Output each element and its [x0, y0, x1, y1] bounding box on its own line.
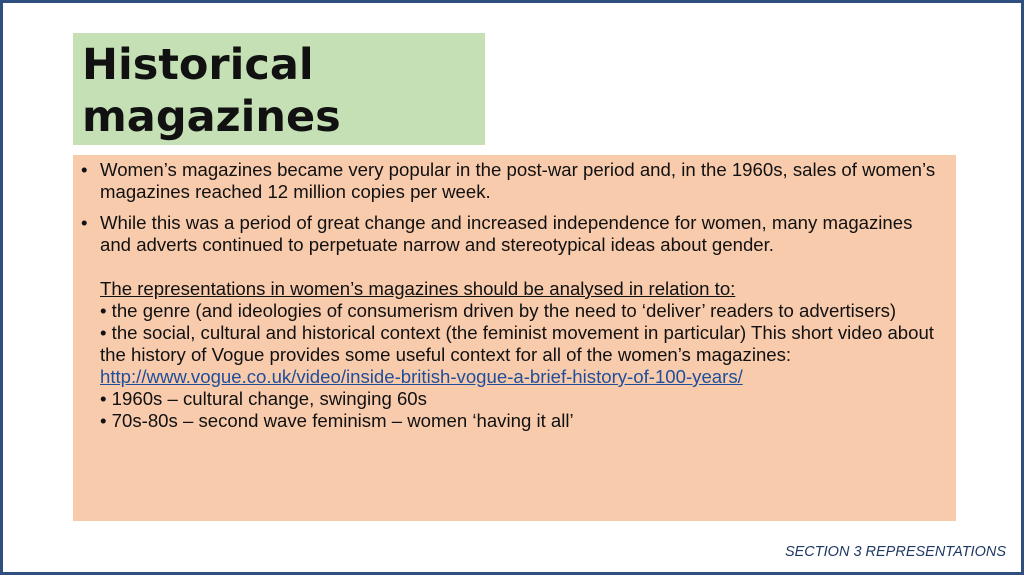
point-1960s: • 1960s – cultural change, swinging 60s	[100, 388, 427, 409]
slide-title: Historical magazines	[82, 40, 341, 142]
point-context: • the social, cultural and historical context (the feminist movement in particular) This short video about the history of Vogue provides some useful context for all of the women’s magazines:	[100, 322, 934, 365]
section-footer: SECTION 3 REPRESENTATIONS	[784, 544, 1006, 560]
point-genre: • the genre (and ideologies of consumerism driven by the need to ‘deliver’ readers to advertisers)	[100, 300, 897, 321]
bullet-item	[81, 159, 936, 203]
bullet-dot: •	[81, 212, 88, 233]
vogue-video-link[interactable]: http://www.vogue.co.uk/video/inside-british-vogue-a-brief-history-of-100-years/	[100, 366, 743, 387]
content-box	[73, 155, 956, 521]
bullet-item	[81, 212, 936, 432]
bullet-text-popularity: Women’s magazines became very popular in the post-war period and, in the 1960s, sales of women’s magazines reached 12 million copies per week.	[100, 159, 936, 202]
title-box	[73, 33, 485, 145]
bullet-dot: •	[81, 159, 88, 180]
bullet-text-change: While this was a period of great change and increased independence for women, many magazines and adverts continued to perpetuate narrow and stereotypical ideas about gender.	[100, 212, 913, 255]
point-7080s: • 70s-80s – second wave feminism – women ‘having it all’	[100, 410, 574, 431]
spacer	[100, 256, 936, 278]
analysis-heading: The representations in women’s magazines should be analysed in relation to:	[100, 278, 736, 299]
